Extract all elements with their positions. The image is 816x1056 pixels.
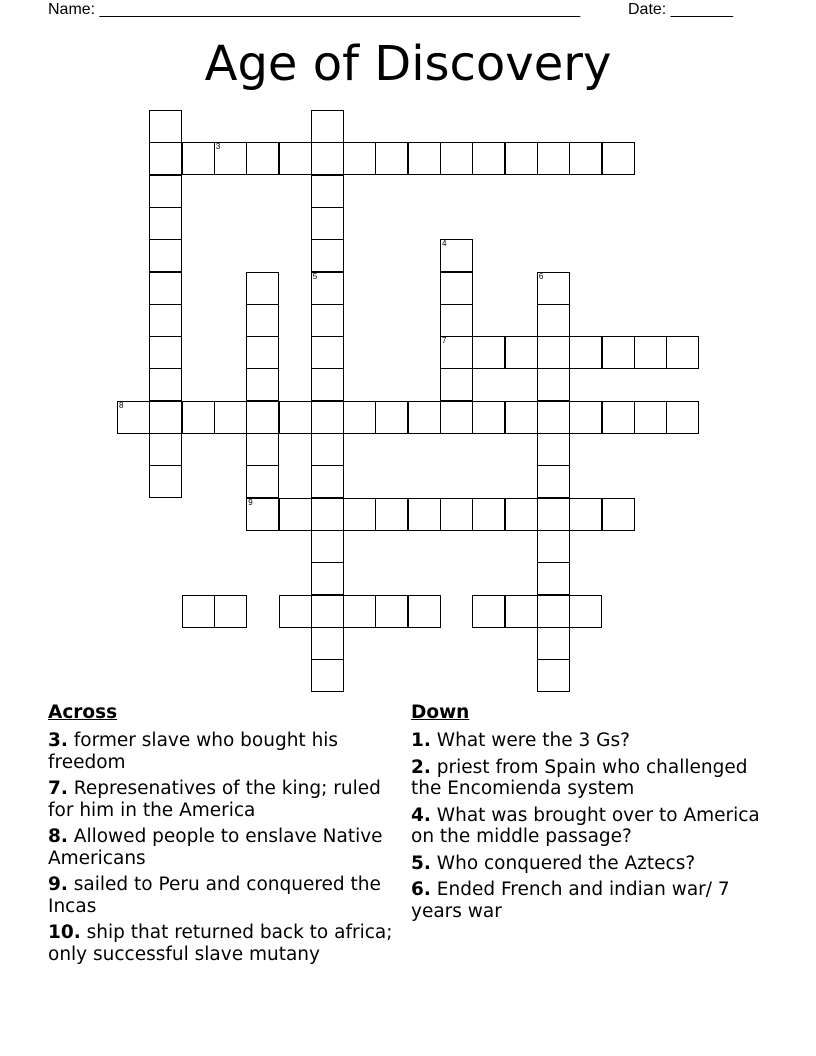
crossword-cell[interactable] [440,239,473,272]
crossword-cell[interactable] [537,272,570,305]
crossword-cell[interactable] [311,336,344,369]
clue-number: 8 [119,400,124,410]
crossword-cell[interactable] [149,304,182,337]
clue-text: Ended French and indian war/ 7 years war [411,879,730,922]
crossword-cell[interactable] [149,272,182,305]
crossword-cell[interactable] [505,498,538,531]
crossword-cell[interactable] [569,142,602,175]
down-clue [411,757,771,800]
crossword-cell[interactable] [311,110,344,143]
crossword-cell[interactable] [537,530,570,563]
crossword-cell[interactable] [666,336,699,369]
crossword-cell[interactable] [505,401,538,434]
crossword-cell[interactable] [149,175,182,208]
crossword-cell[interactable] [246,433,279,466]
crossword-cell[interactable] [149,239,182,272]
down-clue [411,805,771,848]
crossword-cell[interactable] [408,142,441,175]
crossword-cell[interactable] [537,304,570,337]
crossword-cell[interactable] [311,659,344,692]
crossword-cell[interactable] [602,401,635,434]
clue-number: 5. [411,852,431,874]
across-clue [48,730,403,773]
crossword-cell[interactable] [117,401,150,434]
clue-number: 4. [411,804,431,826]
crossword-cell[interactable] [440,368,473,401]
down-clue [411,879,771,922]
clue-number: 9. [48,874,68,895]
across-clue [48,778,403,821]
crossword-cell[interactable] [311,595,344,628]
crossword-cell[interactable] [602,336,635,369]
crossword-cell[interactable] [311,239,344,272]
crossword-cell[interactable] [602,498,635,531]
clue-number: 1. [411,730,431,751]
crossword-cell[interactable] [569,498,602,531]
clue-number: 6 [538,271,544,281]
clue-text: Represenatives of the king; ruled for him in the America [48,778,381,821]
crossword-cell[interactable] [311,433,344,466]
crossword-cell[interactable] [505,595,538,628]
down-clues [411,700,771,927]
crossword-cell[interactable] [279,595,312,628]
crossword-cell[interactable] [246,368,279,401]
crossword-cell[interactable] [311,562,344,595]
crossword-cell[interactable] [537,659,570,692]
crossword-cell[interactable] [343,498,376,531]
clue-number: 2. [411,756,431,778]
crossword-cell[interactable] [408,595,441,628]
crossword-cell[interactable] [537,433,570,466]
crossword-cell[interactable] [472,595,505,628]
crossword-cell[interactable] [311,142,344,175]
crossword-cell[interactable] [149,110,182,143]
crossword-cell[interactable] [537,336,570,369]
across-clue [48,826,403,869]
crossword-cell[interactable] [375,142,408,175]
crossword-cell[interactable] [246,465,279,498]
clue-number: 7. [48,778,68,799]
crossword-cell[interactable] [505,336,538,369]
crossword-cell[interactable] [634,336,667,369]
crossword-cell[interactable] [569,595,602,628]
crossword-cell[interactable] [666,401,699,434]
crossword-cell[interactable] [149,142,182,175]
crossword-cell[interactable] [537,142,570,175]
clue-text: ship that returned back to africa; only successful slave mutany [48,922,393,965]
crossword-cell[interactable] [149,433,182,466]
crossword-cell[interactable] [246,498,279,531]
across-clue [48,922,403,965]
crossword-cell[interactable] [472,401,505,434]
clue-text: Who conquered the Aztecs? [436,852,696,874]
crossword-cell[interactable] [472,142,505,175]
clue-text: former slave who bought his freedom [48,730,339,773]
crossword-cell[interactable] [311,401,344,434]
clue-text: Allowed people to enslave Native Americans [48,826,383,869]
crossword-cell[interactable] [149,207,182,240]
crossword-cell[interactable] [537,498,570,531]
crossword-cell[interactable] [149,368,182,401]
crossword-cell[interactable] [440,498,473,531]
crossword-cell[interactable] [311,272,344,305]
crossword-cell[interactable] [214,142,247,175]
crossword-cell[interactable] [537,401,570,434]
clue-text: priest from Spain who challenged the Encomienda system [411,756,748,799]
crossword-cell[interactable] [440,142,473,175]
crossword-cell[interactable] [634,401,667,434]
down-clue [411,853,771,875]
crossword-cell[interactable] [214,401,247,434]
crossword-cell[interactable] [375,498,408,531]
crossword-cell[interactable] [537,368,570,401]
crossword-cell[interactable] [343,142,376,175]
clue-number: 9 [248,497,253,507]
crossword-cell[interactable] [569,401,602,434]
crossword-cell[interactable] [311,368,344,401]
clue-number: 8. [48,826,68,847]
clue-number: 7 [442,336,447,346]
crossword-cell[interactable] [440,272,473,305]
crossword-cell[interactable] [279,142,312,175]
crossword-cell[interactable] [440,336,473,369]
crossword-cell[interactable] [311,465,344,498]
crossword-cell[interactable] [569,336,602,369]
crossword-cell[interactable] [182,142,215,175]
crossword-cell[interactable] [537,465,570,498]
crossword-cell[interactable] [246,336,279,369]
crossword-cell[interactable] [472,498,505,531]
clue-number: 10. [48,922,81,943]
crossword-cell[interactable] [375,401,408,434]
crossword-cell[interactable] [182,595,215,628]
across-heading: Across [48,702,118,723]
crossword-cell[interactable] [279,498,312,531]
crossword-cell[interactable] [311,498,344,531]
crossword-cell[interactable] [246,401,279,434]
crossword-cell[interactable] [149,465,182,498]
crossword-cell[interactable] [472,336,505,369]
crossword-cell[interactable] [214,595,247,628]
crossword-cell[interactable] [537,627,570,660]
clue-text: What were the 3 Gs? [436,730,630,751]
crossword-cell[interactable] [537,562,570,595]
crossword-cell[interactable] [408,401,441,434]
page-title: Age of Discovery [204,36,612,92]
crossword-cell[interactable] [440,304,473,337]
crossword-cell[interactable] [602,142,635,175]
clue-number: 5 [312,271,318,281]
crossword-cell[interactable] [149,401,182,434]
clue-number: 3. [48,730,68,751]
clue-number: 6. [411,879,431,900]
down-heading: Down [411,702,470,723]
clue-number: 3 [215,142,221,152]
crossword-cell[interactable] [246,304,279,337]
name-field[interactable]: Name: ______________________________________________________ [48,1,581,18]
across-clue [48,874,403,917]
crossword-cell[interactable] [505,142,538,175]
crossword-cell[interactable] [311,207,344,240]
crossword-cell[interactable] [343,595,376,628]
crossword-cell[interactable] [182,401,215,434]
crossword-cell[interactable] [311,304,344,337]
crossword-cell[interactable] [149,336,182,369]
date-field[interactable]: Date: _______ [628,1,733,18]
crossword-cell[interactable] [375,595,408,628]
clue-text: sailed to Peru and conquered the Incas [48,874,381,917]
clue-text: What was brought over to America on the middle passage? [411,804,760,847]
crossword-cell[interactable] [246,272,279,305]
crossword-cell[interactable] [311,530,344,563]
across-clues [48,700,403,970]
clue-number: 4 [442,239,447,249]
crossword-cell[interactable] [343,401,376,434]
crossword-cell[interactable] [279,401,312,434]
crossword-cell[interactable] [246,142,279,175]
crossword-cell[interactable] [537,595,570,628]
crossword-cell[interactable] [408,498,441,531]
down-clue [411,730,771,752]
crossword-cell[interactable] [311,627,344,660]
crossword-cell[interactable] [440,401,473,434]
crossword-cell[interactable] [311,175,344,208]
